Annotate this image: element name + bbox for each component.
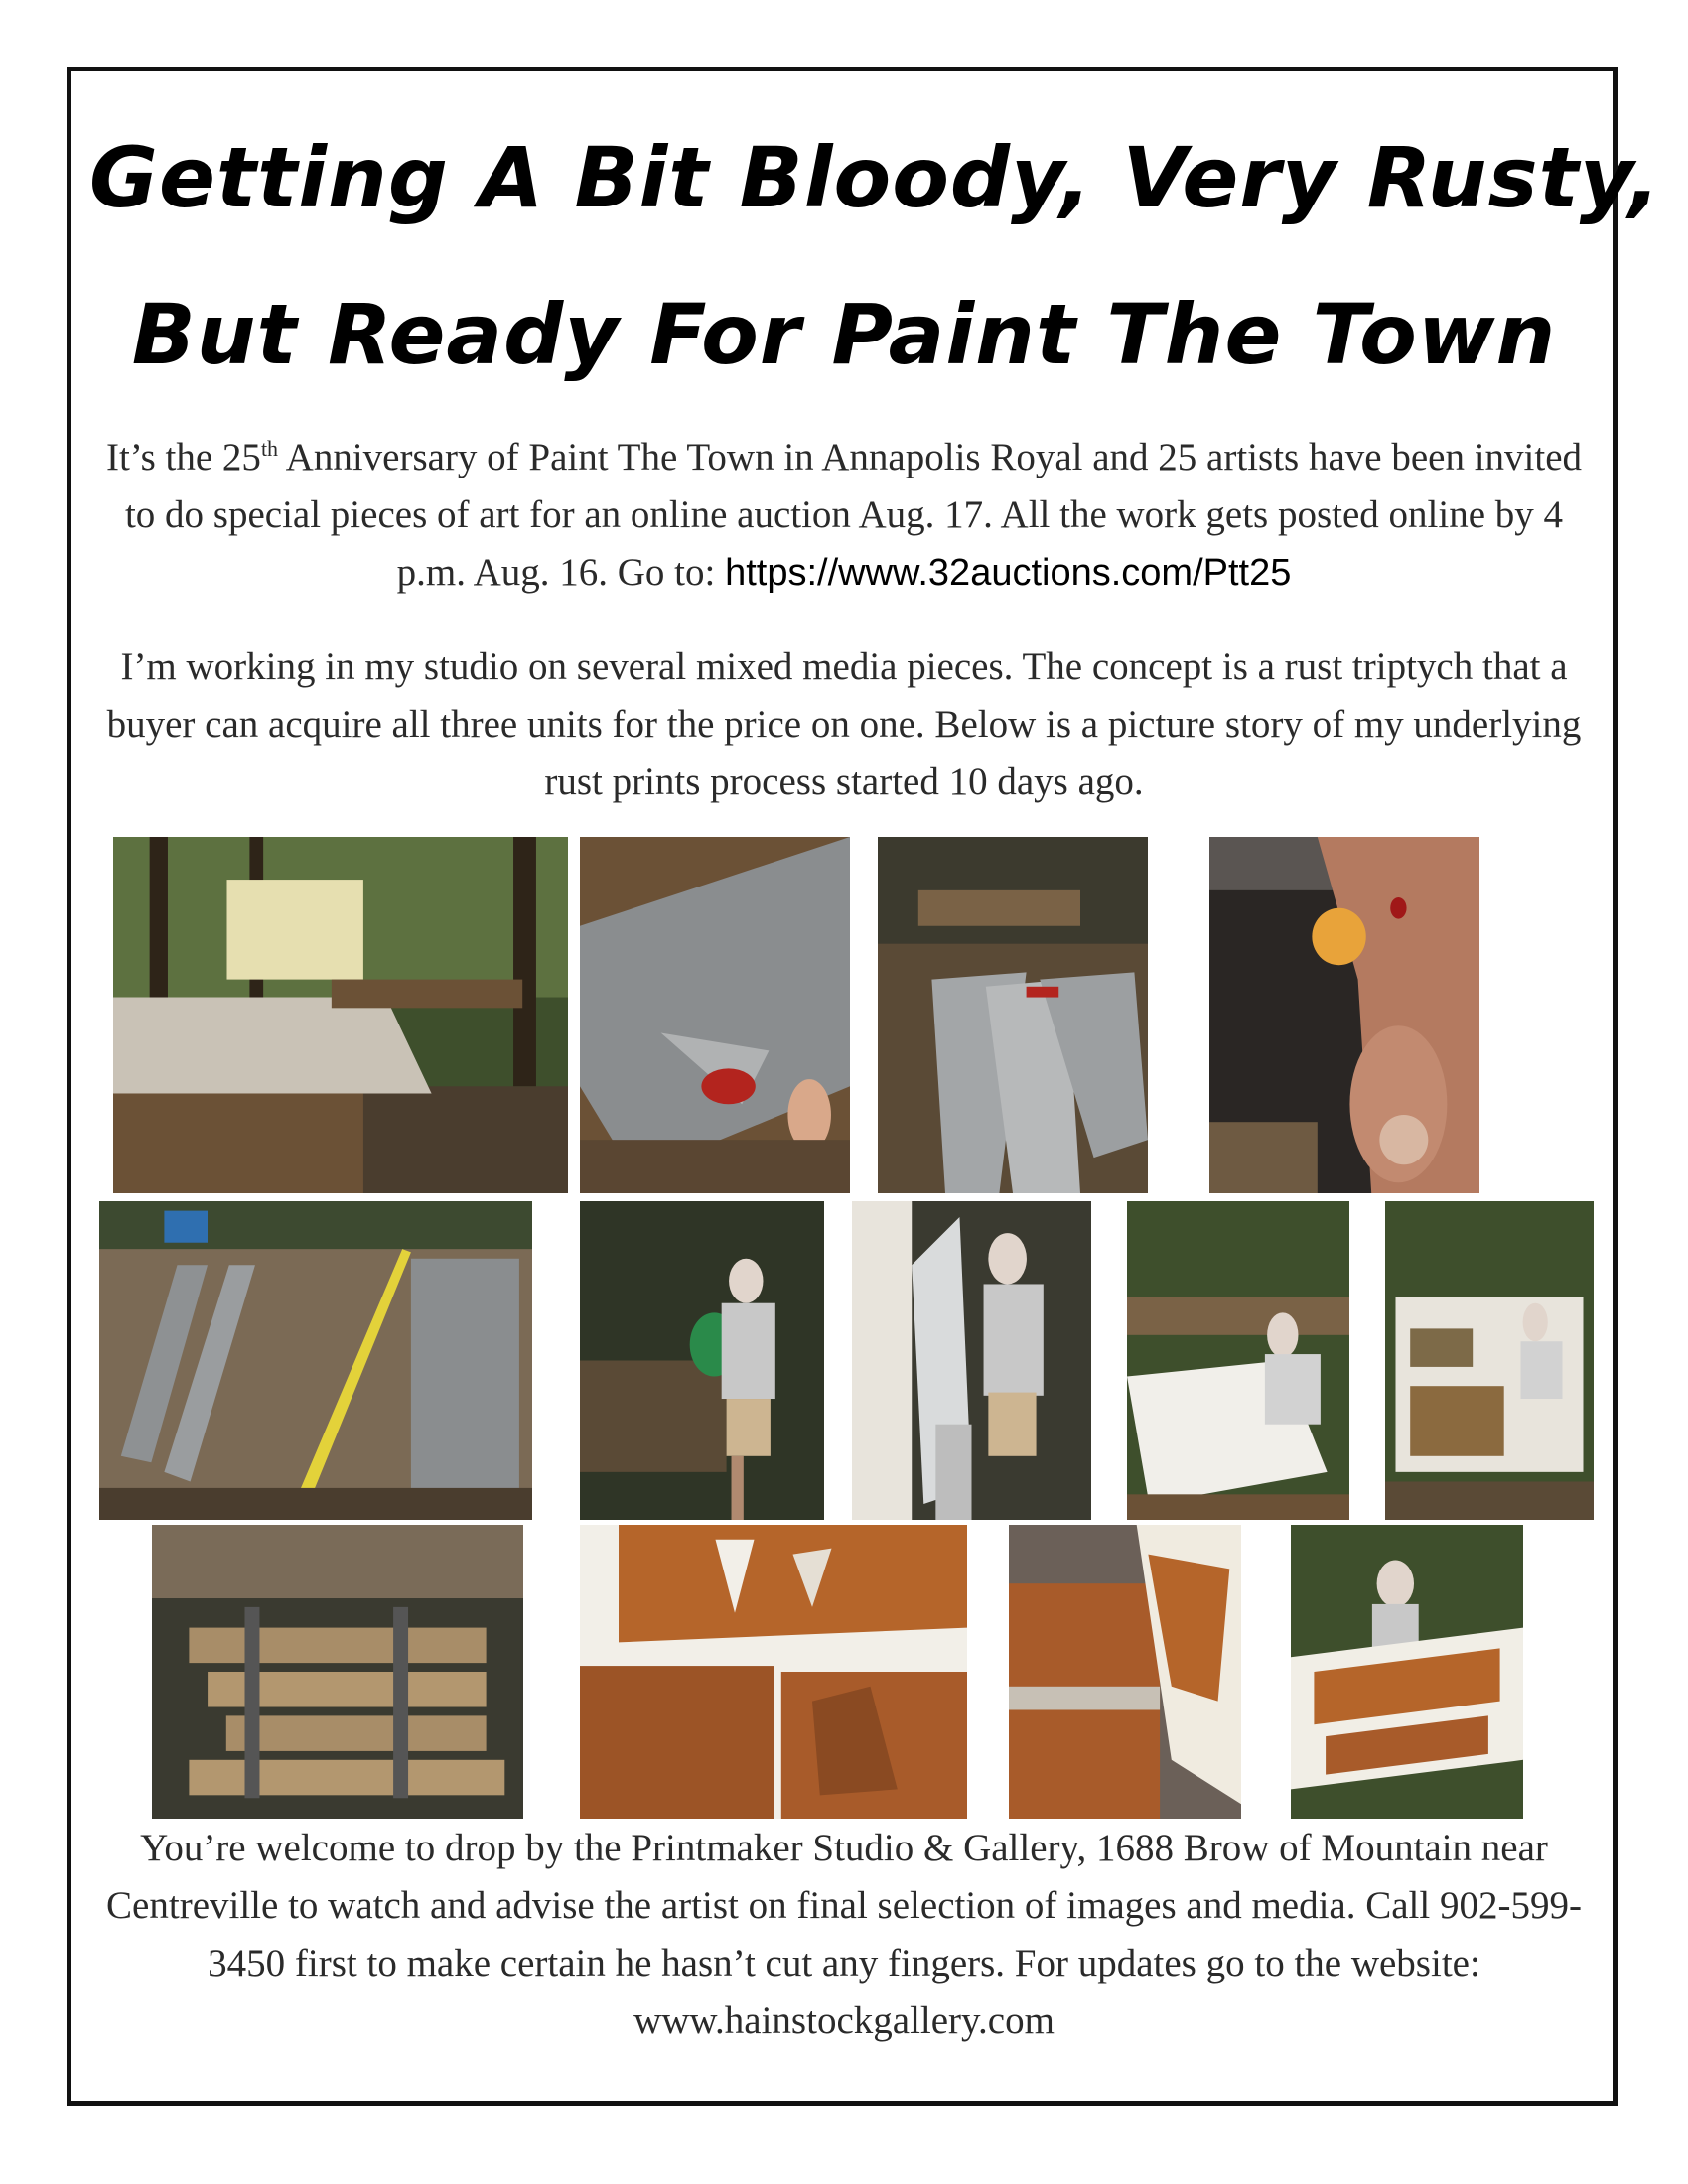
photo-artist-holding-prints xyxy=(1291,1525,1523,1819)
photo-artist-arranging-strips xyxy=(1385,1201,1594,1520)
photo-metal-strips-on-table xyxy=(878,837,1148,1193)
photo-rust-prints-closeup xyxy=(580,1525,967,1819)
intro-text-rest: Anniversary of Paint The Town in Annapolis Royal and 25 artists have been invited to do special pieces of art for an online auction Aug. 17. All the work gets posted online by 4 p.m. Aug. 16. Go to: xyxy=(124,436,1583,594)
photo-artist-with-rolled-sheet xyxy=(852,1201,1091,1520)
intro-paragraph xyxy=(99,429,1589,602)
photo-cutting-metal-sheet xyxy=(580,837,850,1193)
photo-metal-strips-and-tape-measure xyxy=(99,1201,532,1520)
headline-line-1: Getting A Bit Bloody, Very Rusty, xyxy=(89,129,1661,226)
auction-link[interactable]: https://www.32auctions.com/Ptt25 xyxy=(725,552,1292,594)
photo-artist-at-workbench xyxy=(580,1201,824,1520)
photo-press-stack-of-beams xyxy=(152,1525,523,1819)
ordinal-suffix: th xyxy=(260,436,279,461)
photo-cut-finger xyxy=(1209,837,1479,1193)
headline-line-2: But Ready For Paint The Town xyxy=(131,286,1557,383)
photo-artist-laying-paper xyxy=(1127,1201,1349,1520)
photo-outdoor-workbench xyxy=(113,837,568,1193)
visit-paragraph: You’re welcome to drop by the Printmaker Studio & Gallery, 1688 Brow of Mountain near Centreville to watch and advise the artist on final selection of images and media. Call 902-599-3450 first to make certain he hasn’t cut any fingers. For updates go to the website: www.hainstockgallery.com xyxy=(106,1827,1582,2042)
studio-paragraph: I’m working in my studio on several mixed media pieces. The concept is a rust triptych that a buyer can acquire all three units for the price on one. Below is a picture story of my underlying rust prints process started 10 days ago. xyxy=(106,645,1582,803)
intro-text-start: It’s the 25 xyxy=(105,436,261,478)
photo-peeling-rust-print xyxy=(1009,1525,1241,1819)
